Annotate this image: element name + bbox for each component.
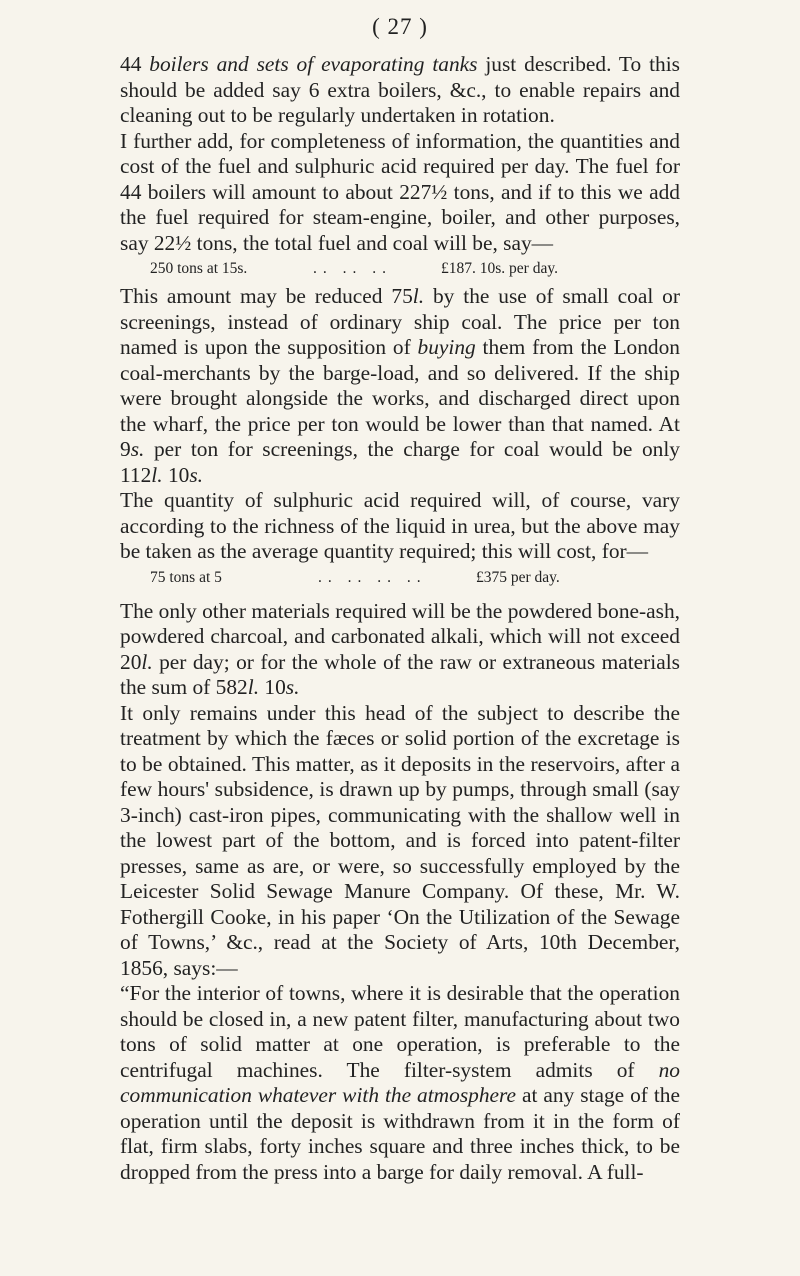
para3-f: s. (130, 437, 145, 461)
para3-g: per ton for screenings, the charge for coal would be only 112 (120, 437, 680, 487)
para1-italic-and: and (216, 52, 249, 76)
cost-line-coal (150, 258, 680, 280)
cost-line-acid-dots: .. .. .. .. (318, 568, 427, 586)
cost-line-acid (150, 567, 680, 589)
cost-line-coal-dots: .. .. .. (313, 260, 392, 277)
para7-italic-no-communication: no communication whatever with the atmosphere (120, 1057, 680, 1107)
para3-h: l. (151, 462, 163, 487)
paragraph-fuel: I further add, for completeness of information, the quantities and cost of the fuel and sulphuric acid required per day. The fuel for 44 boilers will amount to about 227½ tons, and if to this we add the fuel required for steam-engine, boiler, and other purposes, say 22½ tons, the total fuel and coal will be, say— (120, 128, 680, 255)
para3-c: by the use of small coal or screenings, instead of ordinary ship coal. The price per ton named is upon the supposition of (120, 284, 681, 359)
paragraph-other-materials (120, 599, 680, 701)
paragraph-faeces-treatment: It only remains under this head of the subject to describe the treatment by which the fæces or solid portion of the excretage is to be obtained. This matter, as it deposits in the reservoirs, after a few hours' subsidence, is drawn up by pumps, through small (say 3-inch) cast-iron pipes, communicating with the shallow well in the lowest part of the bottom, and is forced into patent-filter presses, same as are, or were, so successfully employed by the Leicester Solid Sewage Manure Company. Of these, Mr. W. Fothergill Cooke, in his paper ‘On the Utilization of the Sewage of Towns,’ &c., read at the Society of Arts, 10th December, 1856, says:— (120, 700, 680, 980)
para3-italic-buying: buying (417, 335, 476, 359)
paragraph-quotation (120, 981, 680, 1185)
para5-e: 10 (259, 675, 286, 699)
paragraph-screenings (120, 284, 680, 488)
para3-e: them from the London coal-merchants by the barge-load, and so delivered. If the ship were brought alongside the works, and discharged direct upon the wharf, the price per ton would be lower than that named. At 9 (120, 335, 680, 461)
para3-b: l. (412, 284, 425, 308)
para1-italic-tanks: sets of evaporating tanks (256, 52, 478, 76)
para5-f: s. (285, 675, 300, 699)
para3-a: This amount may be reduced 75 (120, 284, 413, 308)
para1-italic-boilers: boilers (149, 52, 209, 76)
cost-line-coal-label: 250 tons at 15s. (150, 260, 248, 277)
para3-i: 10 (162, 462, 190, 487)
paragraph-sulphuric-acid: The quantity of sulphuric acid required will, of course, vary according to the richness of the liquid in urea, but the above may be taken as the average quantity required; this will cost, for— (120, 488, 680, 563)
para5-d: l. (247, 675, 260, 699)
para1-space1 (209, 52, 217, 76)
para1-space2 (249, 52, 257, 76)
cost-line-acid-label: 75 tons at 5 (150, 568, 222, 586)
para5-b: l. (141, 649, 153, 674)
para5-c: per day; or for the whole of the raw or extraneous materials the sum of 582 (120, 649, 680, 699)
page-number: ( 27 ) (372, 14, 428, 39)
cost-line-coal-amount: £187. 10s. per day. (441, 260, 558, 277)
page-body (120, 52, 680, 1185)
para3-j: s. (189, 462, 204, 487)
para1-rest: just described. To this should be added say 6 extra boilers, &c., to enable repairs and cleaning out to be regularly undertaken in rotation. (120, 52, 680, 127)
paragraph-boilers (120, 52, 680, 129)
cost-line-acid-amount: £375 per day. (476, 568, 560, 586)
para5-a: The only other materials required will be the powdered bone-ash, powdered charcoal, and carbonated alkali, which will not exceed 20 (120, 598, 680, 674)
para7-c: at any stage of the operation until the deposit is withdrawn from it in the form of flat, firm slabs, forty inches square and three inches thick, to be dropped from the press into a barge for daily removal. A full- (120, 1083, 680, 1184)
para1-lead: 44 (120, 52, 150, 76)
para7-a: “For the interior of towns, where it is desirable that the operation should be closed in, a new patent filter, manufacturing about two tons of solid matter at one operation, is preferable to the centrifugal machines. The filter-system admits of (120, 981, 680, 1082)
